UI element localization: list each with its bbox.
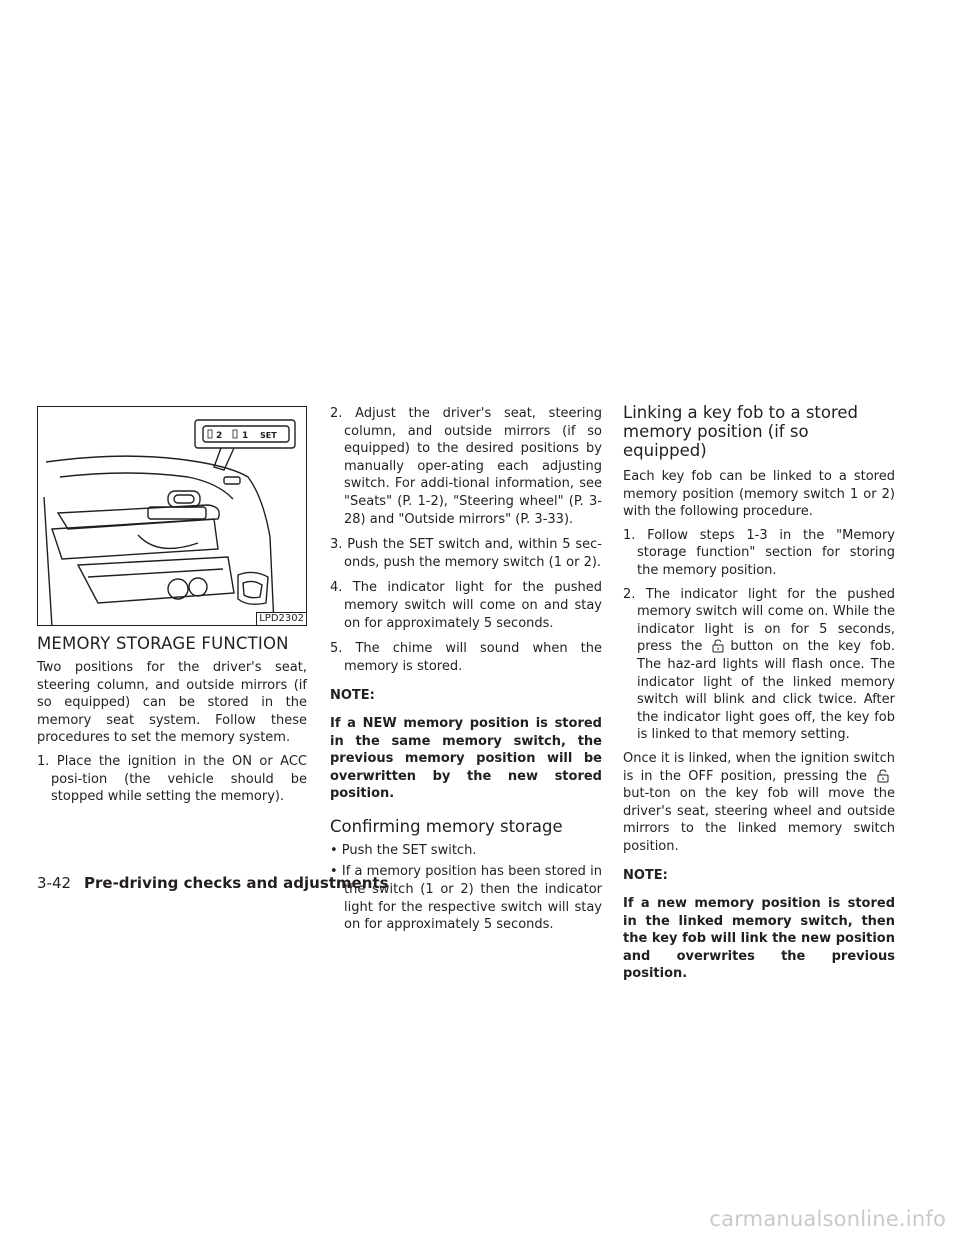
chapter-title: Pre-driving checks and adjustments [84, 874, 389, 892]
subheading-confirming: Confirming memory storage [330, 816, 563, 836]
confirm-bullet-1: • Push the SET switch. [330, 842, 477, 858]
memory-step-5: 5. The chime will sound when the memory is stored. [330, 641, 602, 674]
page-number: 3-42 [37, 874, 72, 892]
memory-step-2: 2. Adjust the driver's seat, steering column, and outside mirrors (if so equipped) to the desired positions by manually oper-ating each adjusting switch. For addi-tional information, see "Seats" (P. 1-2), "Steering wheel" (P. 3-28) and "Outside mirrors" (P. 3-33). [330, 406, 602, 527]
subheading-linking-key-fob: Linking a key fob to a stored memory position (if so equipped) [623, 403, 859, 460]
switch-set-label: SET [260, 431, 277, 440]
door-panel-illustration [37, 406, 307, 626]
linking-intro-paragraph: Each key fob can be linked to a stored memory position (memory switch 1 or 2) with the following procedure. [623, 469, 895, 520]
memory-intro-paragraph: Two positions for the driver's seat, steering column, and outside mirrors (if so equipped) can be stored in the memory seat system. Follow these procedures to set the memory system. [37, 660, 307, 746]
watermark: carmanualsonline.info [709, 1207, 946, 1231]
note-text-2: If a new memory position is stored in the linked memory switch, then the key fob will link the new position and overwrites the previous position. [623, 896, 895, 982]
switch-2-label: 2 [216, 431, 223, 441]
unlock-key-icon [712, 639, 724, 653]
memory-step-1: 1. Place the ignition in the ON or ACC posi-tion (the vehicle should be stopped while setting the memory). [37, 753, 307, 805]
linking-step-2-part-b: button on the key fob. The haz-ard lights will flash once. The indicator light of the linked memory switch will blink and click twice. After the indicator light goes off, the key fob is linked to that memory setting. [637, 639, 895, 743]
door-panel-drawing [38, 407, 306, 625]
memory-step-3: 3. Push the SET switch and, within 5 sec-onds, push the memory switch (1 or 2). [330, 537, 602, 570]
confirm-bullet-2: • If a memory position has been stored in the switch (1 or 2) then the indicator light for the respective switch will stay on for approximately 5 seconds. [330, 864, 602, 933]
note-text-1: If a NEW memory position is stored in the same memory switch, the previous memory position will be overwritten by the new stored position. [330, 715, 602, 802]
note-label-2: NOTE: [623, 868, 668, 884]
unlock-key-icon [877, 769, 889, 783]
linking-step-2-part-a: 2. The indicator light for the pushed memory switch will come on. While the indicator light is on for 5 seconds, press the [623, 586, 895, 655]
linking-step-1: 1. Follow steps 1-3 in the "Memory storage function" section for storing the memory position. [623, 527, 895, 578]
linked-usage-paragraph [623, 750, 895, 856]
switch-1-label: 1 [242, 431, 249, 441]
section-heading-memory-storage: MEMORY STORAGE FUNCTION [37, 634, 289, 653]
linked-usage-part-b: but-ton on the key fob will move the driver's seat, steering wheel and outside mirrors to the linked memory switch position. [623, 786, 895, 854]
linked-usage-part-a: Once it is linked, when the ignition switch is in the OFF position, pressing the [623, 750, 895, 784]
figure-label: LPD2302 [256, 612, 306, 625]
memory-step-4: 4. The indicator light for the pushed memory switch will come on and stay on for approximately 5 seconds. [330, 580, 602, 631]
linking-step-2 [623, 586, 895, 744]
note-label-1: NOTE: [330, 688, 375, 704]
